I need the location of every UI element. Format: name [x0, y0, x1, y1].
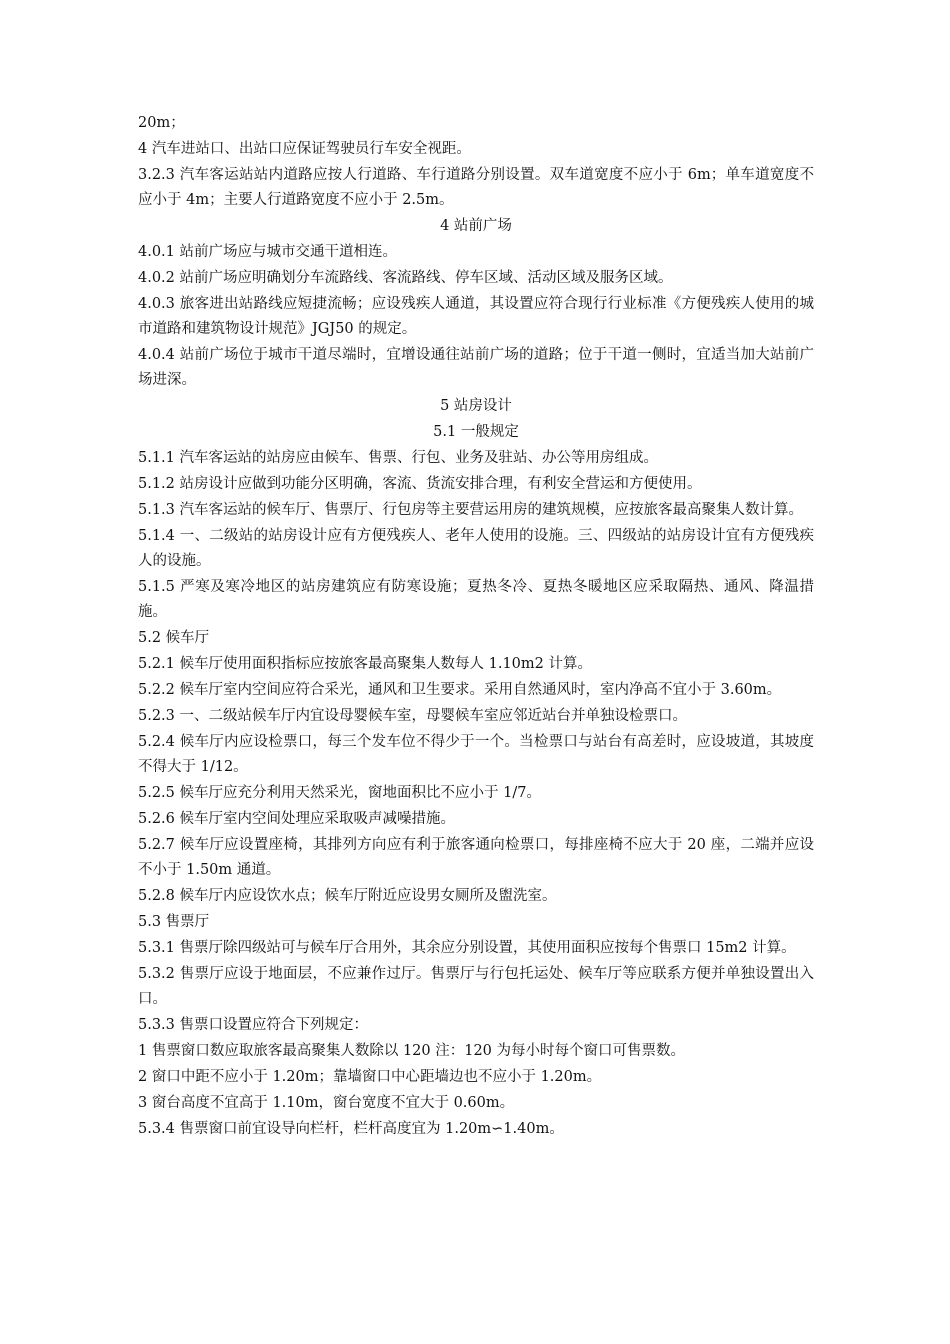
- section-heading: 5 站房设计: [440, 398, 512, 414]
- paragraph: 3 窗台高度不宜高于 1.10m，窗台宽度不宜大于 0.60m。: [138, 1095, 515, 1111]
- paragraph: 5.1.2 站房设计应做到功能分区明确，客流、货流安排合理，有利安全营运和方便使用。: [138, 476, 702, 492]
- paragraph: 4.0.4 站前广场位于城市干道尽端时，宜增设通往站前广场的道路；位于干道一侧时，宜适当加大站前广场进深。: [138, 347, 814, 388]
- paragraph: 5.1.4 一、二级站的站房设计应有方便残疾人、老年人使用的设施。三、四级站的站房设计宜有方便残疾人的设施。: [138, 528, 814, 569]
- section-heading: 4 站前广场: [440, 218, 512, 234]
- section-heading: 5.1 一般规定: [433, 424, 519, 440]
- paragraph: 5.2.7 候车厅应设置座椅，其排列方向应有利于旅客通向检票口，每排座椅不应大于 20 座，二端并应设不小于 1.50m 通道。: [138, 837, 814, 878]
- paragraph: 5.3.2 售票厅应设于地面层，不应兼作过厅。售票厅与行包托运处、候车厅等应联系方便并单独设置出入口。: [138, 966, 814, 1007]
- paragraph: 5.2.4 候车厅内应设检票口，每三个发车位不得少于一个。当检票口与站台有高差时，应设坡道，其坡度不得大于 1/12。: [138, 734, 814, 775]
- paragraph: 5.3.4 售票窗口前宜设导向栏杆，栏杆高度宜为 1.20m∽1.40m。: [138, 1121, 564, 1137]
- paragraph: 5.2.5 候车厅应充分利用天然采光，窗地面积比不应小于 1/7。: [138, 785, 541, 801]
- paragraph: 5.1.1 汽车客运站的站房应由候车、售票、行包、业务及驻站、办公等用房组成。: [138, 450, 659, 466]
- paragraph: 4.0.3 旅客进出站路线应短捷流畅；应设残疾人通道，其设置应符合现行行业标准《方便残疾人使用的城市道路和建筑物设计规范》JGJ50 的规定。: [138, 296, 814, 337]
- paragraph: 4.0.2 站前广场应明确划分车流路线、客流路线、停车区域、活动区域及服务区域。: [138, 270, 673, 286]
- paragraph: 5.2.3 一、二级站候车厅内宜设母婴候车室，母婴候车室应邻近站台并单独设检票口。: [138, 708, 688, 724]
- paragraph: 5.2 候车厅: [138, 630, 210, 646]
- paragraph: 2 窗口中距不应小于 1.20m；靠墙窗口中心距墙边也不应小于 1.20m。: [138, 1069, 602, 1085]
- paragraph: 5.1.5 严寒及寒冷地区的站房建筑应有防寒设施；夏热冬冷、夏热冬暖地区应采取隔热、通风、降温措施。: [138, 579, 814, 620]
- paragraph: 5.2.8 候车厅内应设饮水点；候车厅附近应设男女厕所及盥洗室。: [138, 888, 557, 904]
- paragraph: 4 汽车进站口、出站口应保证驾驶员行车安全视距。: [138, 141, 471, 157]
- paragraph: 5.1.3 汽车客运站的候车厅、售票厅、行包房等主要营运用房的建筑规模，应按旅客最高聚集人数计算。: [138, 502, 803, 518]
- paragraph: 20m；: [138, 115, 185, 131]
- document-page: [138, 110, 814, 1142]
- paragraph: 5.3.3 售票口设置应符合下列规定：: [138, 1017, 369, 1033]
- paragraph: 4.0.1 站前广场应与城市交通干道相连。: [138, 244, 398, 260]
- paragraph: 5.2.2 候车厅室内空间应符合采光，通风和卫生要求。采用自然通风时，室内净高不宜小于 3.60m。: [138, 682, 782, 698]
- paragraph: 5.3.1 售票厅除四级站可与候车厅合用外，其余应分别设置，其使用面积应按每个售票口 15m2 计算。: [138, 940, 796, 956]
- paragraph: 1 售票窗口数应取旅客最高聚集人数除以 120 注：120 为每小时每个窗口可售票数。: [138, 1043, 686, 1059]
- paragraph: 5.2.1 候车厅使用面积指标应按旅客最高聚集人数每人 1.10m2 计算。: [138, 656, 592, 672]
- paragraph: 3.2.3 汽车客运站站内道路应按人行道路、车行道路分别设置。双车道宽度不应小于 6m；单车道宽度不应小于 4m；主要人行道路宽度不应小于 2.5m。: [138, 167, 814, 208]
- paragraph: 5.3 售票厅: [138, 914, 210, 930]
- paragraph: 5.2.6 候车厅室内空间处理应采取吸声减噪措施。: [138, 811, 456, 827]
